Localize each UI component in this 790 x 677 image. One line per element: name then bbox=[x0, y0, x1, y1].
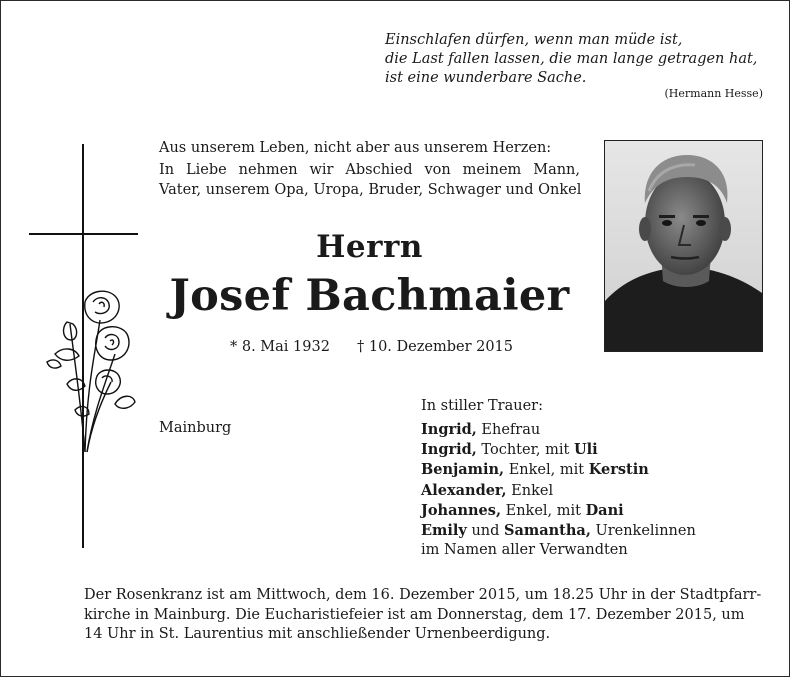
mourner-name: Dani bbox=[585, 501, 624, 519]
mourner-row bbox=[421, 481, 696, 501]
mourner-relation: Tochter, mit bbox=[476, 442, 574, 459]
mourner-relation: Ehefrau bbox=[476, 422, 541, 438]
portrait-photo bbox=[604, 140, 763, 352]
mourner-name: Ingrid, bbox=[421, 421, 477, 438]
mourner-row bbox=[421, 521, 696, 541]
quote-author: (Hermann Hesse) bbox=[664, 87, 763, 100]
mourners-heading: In stiller Trauer: bbox=[421, 398, 543, 414]
death-date: † 10. Dezember 2015 bbox=[357, 339, 514, 355]
mourner-row bbox=[421, 420, 696, 440]
intro-heading: Aus unserem Leben, nicht aber aus unserem Herzen: bbox=[159, 140, 552, 156]
quote-line: ist eine wunderbare Sache. bbox=[385, 70, 587, 86]
quote-line: Einschlafen dürfen, wenn man müde ist, bbox=[385, 32, 683, 48]
mourner-name: Ingrid, bbox=[421, 441, 477, 459]
mourner-relation: im Namen aller Verwandten bbox=[421, 542, 628, 559]
salutation: Herrn bbox=[316, 229, 423, 265]
mourner-relation: und bbox=[466, 523, 505, 540]
mourner-relation: Enkel, mit bbox=[501, 502, 586, 519]
intro-line: In Liebe nehmen wir Abschied von meinem Mann, bbox=[159, 162, 580, 178]
deceased-name: Josef Bachmaier bbox=[169, 271, 570, 321]
mourner-row bbox=[421, 440, 696, 460]
mourner-name: Alexander, bbox=[421, 481, 507, 499]
place-name: Mainburg bbox=[159, 420, 232, 436]
mourner-name: Uli bbox=[573, 441, 598, 459]
mourner-relation: Enkel bbox=[506, 482, 554, 499]
footer-line: 14 Uhr in St. Laurentius mit anschließender Urnenbeerdigung. bbox=[84, 626, 551, 642]
mourner-row bbox=[421, 541, 696, 560]
mourner-relation: Enkel, mit bbox=[504, 462, 589, 479]
mourner-name: Benjamin, bbox=[421, 461, 505, 479]
footer-line: Der Rosenkranz ist am Mittwoch, dem 16. Dezember 2015, um 18.25 Uhr in der Stadtpfarr- bbox=[84, 587, 762, 603]
quote-line: die Last fallen lassen, die man lange getragen hat, bbox=[385, 51, 758, 67]
cross-bar bbox=[29, 233, 138, 235]
mourner-name: Emily bbox=[421, 522, 467, 540]
intro-line: Vater, unserem Opa, Uropa, Bruder, Schwager und Onkel bbox=[159, 182, 582, 198]
mourner-name: Johannes, bbox=[421, 501, 501, 519]
mourner-name: Kerstin bbox=[588, 461, 649, 479]
mourner-row bbox=[421, 460, 696, 480]
mourner-row bbox=[421, 501, 696, 521]
mourner-relation: Urenkelinnen bbox=[590, 523, 696, 540]
service-details bbox=[84, 586, 762, 645]
birth-date: * 8. Mai 1932 bbox=[230, 339, 330, 355]
quote-block bbox=[385, 31, 757, 88]
mourners-list bbox=[421, 420, 696, 560]
footer-line: kirche in Mainburg. Die Eucharistiefeier ist am Donnerstag, dem 17. Dezember 2015, um bbox=[84, 606, 745, 623]
mourner-name: Samantha, bbox=[504, 522, 591, 540]
roses-icon bbox=[45, 284, 137, 454]
